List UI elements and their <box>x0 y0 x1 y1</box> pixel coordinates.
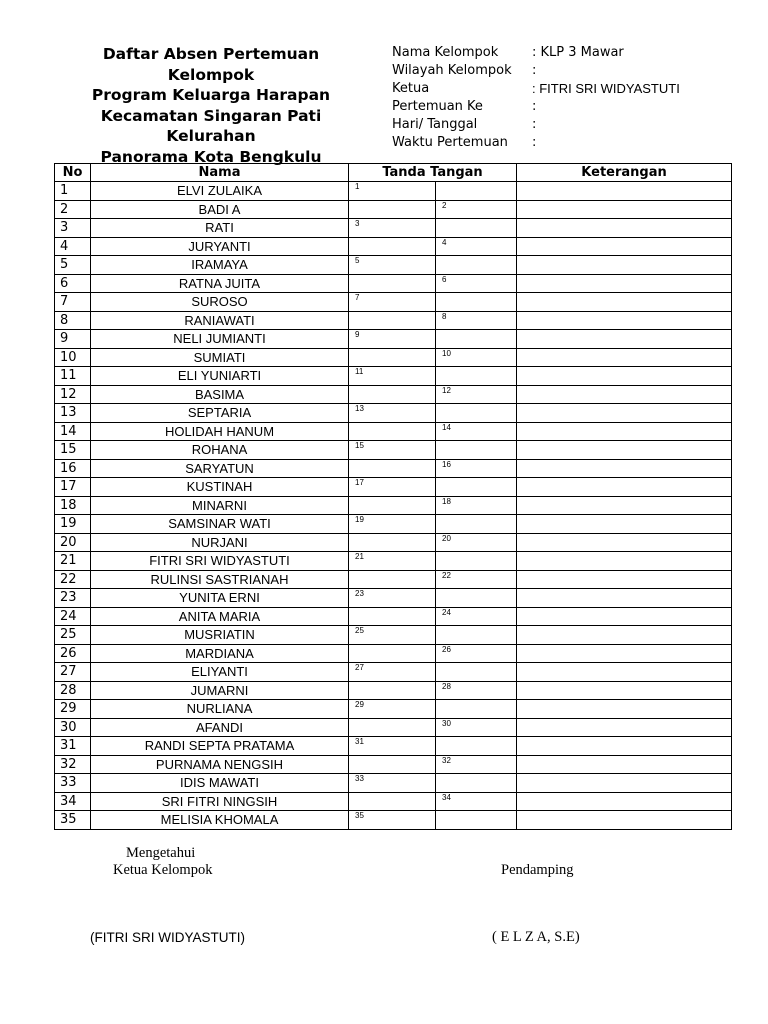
signature-cell-left[interactable] <box>349 441 436 460</box>
signature-cell-right[interactable] <box>436 330 517 349</box>
signature-number: 30 <box>442 718 451 728</box>
signature-cell-left[interactable] <box>349 681 436 700</box>
remarks-cell[interactable] <box>517 441 732 460</box>
table-row <box>55 385 732 404</box>
member-name: ELIYANTI <box>91 663 349 682</box>
table-row <box>55 700 732 719</box>
member-name: BASIMA <box>91 385 349 404</box>
acknowledged-label: Mengetahui <box>126 845 196 861</box>
table-body <box>55 182 732 830</box>
info-label: Ketua <box>392 81 430 96</box>
signature-cell-left[interactable] <box>349 311 436 330</box>
info-label: Hari/ Tanggal <box>392 117 478 132</box>
signature-number: 18 <box>442 496 451 506</box>
table-row <box>55 552 732 571</box>
header-keterangan: Keterangan <box>517 164 732 182</box>
header-nama: Nama <box>91 164 349 182</box>
member-name: JURYANTI <box>91 237 349 256</box>
signature-number: 32 <box>442 755 451 765</box>
group-leader-label: Ketua Kelompok <box>113 862 213 878</box>
row-number: 4 <box>55 237 91 256</box>
member-name: PURNAMA NENGSIH <box>91 755 349 774</box>
member-name: RULINSI SASTRIANAH <box>91 570 349 589</box>
signature-number: 23 <box>355 589 364 598</box>
remarks-cell[interactable] <box>517 459 732 478</box>
remarks-cell[interactable] <box>517 626 732 645</box>
signature-number: 15 <box>355 441 364 450</box>
signature-number: 8 <box>442 311 447 321</box>
title-line-2: Program Keluarga Harapan <box>91 86 331 104</box>
signature-number: 26 <box>442 644 451 654</box>
signature-cell-right[interactable] <box>436 200 517 219</box>
row-number: 24 <box>55 607 91 626</box>
signature-number: 1 <box>355 182 360 191</box>
signature-cell-left[interactable] <box>349 478 436 497</box>
signature-number: 31 <box>355 737 364 746</box>
remarks-cell[interactable] <box>517 311 732 330</box>
table-header-row <box>55 164 732 182</box>
member-name: SUMIATI <box>91 348 349 367</box>
signature-number: 34 <box>442 792 451 802</box>
title-line-1: Daftar Absen Pertemuan Kelompok <box>102 45 320 84</box>
row-number: 26 <box>55 644 91 663</box>
signature-number: 5 <box>355 256 360 265</box>
signature-number: 6 <box>442 274 447 284</box>
remarks-cell[interactable] <box>517 404 732 423</box>
remarks-cell[interactable] <box>517 552 732 571</box>
signature-cell-right[interactable] <box>436 718 517 737</box>
remarks-cell[interactable] <box>517 644 732 663</box>
row-number: 30 <box>55 718 91 737</box>
signature-cell-left[interactable] <box>349 552 436 571</box>
signature-cell-left[interactable] <box>349 774 436 793</box>
row-number: 6 <box>55 274 91 293</box>
signature-cell-right[interactable] <box>436 811 517 830</box>
signature-cell-right[interactable] <box>436 459 517 478</box>
member-name: ANITA MARIA <box>91 607 349 626</box>
signature-number: 12 <box>442 385 451 395</box>
table-row <box>55 256 732 275</box>
table-row <box>55 755 732 774</box>
signature-cell-left[interactable] <box>349 570 436 589</box>
title-line-3: Kecamatan Singaran Pati Kelurahan <box>100 106 322 145</box>
signature-cell-right[interactable] <box>436 311 517 330</box>
info-row <box>392 98 680 116</box>
remarks-cell[interactable] <box>517 774 732 793</box>
row-number: 28 <box>55 681 91 700</box>
signature-cell-left[interactable] <box>349 330 436 349</box>
signature-cell-right[interactable] <box>436 367 517 386</box>
info-row <box>392 116 680 134</box>
signature-cell-left[interactable] <box>349 256 436 275</box>
remarks-cell[interactable] <box>517 607 732 626</box>
table-row <box>55 663 732 682</box>
info-label: Nama Kelompok <box>392 45 499 60</box>
row-number: 13 <box>55 404 91 423</box>
row-number: 16 <box>55 459 91 478</box>
info-row <box>392 62 680 80</box>
member-name: RANDI SEPTA PRATAMA <box>91 737 349 756</box>
signature-cell-left[interactable] <box>349 182 436 201</box>
signature-cell-left[interactable] <box>349 589 436 608</box>
remarks-cell[interactable] <box>517 663 732 682</box>
signature-cell-right[interactable] <box>436 274 517 293</box>
member-name: MELISIA KHOMALA <box>91 811 349 830</box>
remarks-cell[interactable] <box>517 422 732 441</box>
remarks-cell[interactable] <box>517 200 732 219</box>
member-name: BADI A <box>91 200 349 219</box>
row-number: 32 <box>55 755 91 774</box>
header-tanda-tangan: Tanda Tangan <box>349 164 517 182</box>
signature-cell-right[interactable] <box>436 496 517 515</box>
table-row <box>55 811 732 830</box>
info-label: Pertemuan Ke <box>392 99 483 114</box>
row-number: 10 <box>55 348 91 367</box>
signature-cell-right[interactable] <box>436 404 517 423</box>
member-name: SEPTARIA <box>91 404 349 423</box>
signature-cell-right[interactable] <box>436 219 517 238</box>
title-line-4: Panorama Kota Bengkulu <box>100 147 322 166</box>
document-title <box>58 44 364 167</box>
member-name: SRI FITRI NINGSIH <box>91 792 349 811</box>
row-number: 19 <box>55 515 91 534</box>
attendance-table <box>54 163 732 830</box>
row-number: 11 <box>55 367 91 386</box>
signature-cell-left[interactable] <box>349 626 436 645</box>
signature-number: 25 <box>355 626 364 635</box>
facilitator-name: ( E L Z A, S.E) <box>492 929 580 945</box>
signature-number: 10 <box>442 348 451 358</box>
info-value: : <box>532 63 537 78</box>
table-row <box>55 589 732 608</box>
member-name: NELI JUMIANTI <box>91 330 349 349</box>
info-label: Waktu Pertemuan <box>392 135 508 150</box>
signature-number: 7 <box>355 293 360 302</box>
signature-number: 17 <box>355 478 364 487</box>
member-name: MARDIANA <box>91 644 349 663</box>
row-number: 22 <box>55 570 91 589</box>
signature-number: 22 <box>442 570 451 580</box>
signature-number: 13 <box>355 404 364 413</box>
remarks-cell[interactable] <box>517 348 732 367</box>
signature-number: 24 <box>442 607 451 617</box>
signature-number: 35 <box>355 811 364 820</box>
signature-cell-left[interactable] <box>349 496 436 515</box>
signature-cell-right[interactable] <box>436 515 517 534</box>
info-row <box>392 134 680 152</box>
signature-cell-right[interactable] <box>436 533 517 552</box>
signature-cell-right[interactable] <box>436 441 517 460</box>
signature-cell-right[interactable] <box>436 237 517 256</box>
remarks-cell[interactable] <box>517 755 732 774</box>
member-name: ELI YUNIARTI <box>91 367 349 386</box>
header-no: No <box>55 164 91 182</box>
table-row <box>55 274 732 293</box>
table-row <box>55 626 732 645</box>
info-row <box>392 44 680 62</box>
signature-cell-left[interactable] <box>349 422 436 441</box>
signature-cell-right[interactable] <box>436 348 517 367</box>
row-number: 2 <box>55 200 91 219</box>
table-row <box>55 644 732 663</box>
table-row <box>55 533 732 552</box>
remarks-cell[interactable] <box>517 385 732 404</box>
table-row <box>55 422 732 441</box>
table-row <box>55 774 732 793</box>
table-row <box>55 367 732 386</box>
table-row <box>55 792 732 811</box>
member-name: ELVI ZULAIKA <box>91 182 349 201</box>
signature-number: 21 <box>355 552 364 561</box>
signature-number: 20 <box>442 533 451 543</box>
member-name: JUMARNI <box>91 681 349 700</box>
member-name: SARYATUN <box>91 459 349 478</box>
row-number: 29 <box>55 700 91 719</box>
row-number: 34 <box>55 792 91 811</box>
remarks-cell[interactable] <box>517 367 732 386</box>
signature-cell-left[interactable] <box>349 515 436 534</box>
member-name: KUSTINAH <box>91 478 349 497</box>
row-number: 3 <box>55 219 91 238</box>
remarks-cell[interactable] <box>517 293 732 312</box>
signature-cell-left[interactable] <box>349 811 436 830</box>
remarks-cell[interactable] <box>517 811 732 830</box>
table-row <box>55 219 732 238</box>
member-name: HOLIDAH HANUM <box>91 422 349 441</box>
row-number: 1 <box>55 182 91 201</box>
signature-number: 33 <box>355 774 364 783</box>
member-name: NURLIANA <box>91 700 349 719</box>
remarks-cell[interactable] <box>517 533 732 552</box>
table-row <box>55 459 732 478</box>
group-info <box>392 44 680 152</box>
signature-cell-left[interactable] <box>349 700 436 719</box>
signature-cell-left[interactable] <box>349 459 436 478</box>
row-number: 18 <box>55 496 91 515</box>
member-name: MUSRIATIN <box>91 626 349 645</box>
row-number: 20 <box>55 533 91 552</box>
row-number: 25 <box>55 626 91 645</box>
signature-cell-left[interactable] <box>349 404 436 423</box>
row-number: 35 <box>55 811 91 830</box>
signature-cell-left[interactable] <box>349 644 436 663</box>
signature-cell-right[interactable] <box>436 422 517 441</box>
info-value: : <box>532 99 537 114</box>
remarks-cell[interactable] <box>517 570 732 589</box>
signature-cell-left[interactable] <box>349 348 436 367</box>
signature-cell-right[interactable] <box>436 663 517 682</box>
signature-cell-right[interactable] <box>436 256 517 275</box>
signature-cell-right[interactable] <box>436 792 517 811</box>
member-name: AFANDI <box>91 718 349 737</box>
row-number: 23 <box>55 589 91 608</box>
member-name: SAMSINAR WATI <box>91 515 349 534</box>
info-value: : FITRI SRI WIDYASTUTI <box>532 81 680 96</box>
signature-cell-left[interactable] <box>349 293 436 312</box>
table-row <box>55 330 732 349</box>
table-row <box>55 718 732 737</box>
row-number: 27 <box>55 663 91 682</box>
signature-cell-right[interactable] <box>436 700 517 719</box>
table-row <box>55 441 732 460</box>
signature-cell-right[interactable] <box>436 737 517 756</box>
member-name: MINARNI <box>91 496 349 515</box>
member-name: YUNITA ERNI <box>91 589 349 608</box>
signature-cell-right[interactable] <box>436 182 517 201</box>
table-row <box>55 404 732 423</box>
table-row <box>55 570 732 589</box>
member-name: IDIS MAWATI <box>91 774 349 793</box>
remarks-cell[interactable] <box>517 274 732 293</box>
member-name: FITRI SRI WIDYASTUTI <box>91 552 349 571</box>
row-number: 33 <box>55 774 91 793</box>
signature-cell-right[interactable] <box>436 570 517 589</box>
member-name: SUROSO <box>91 293 349 312</box>
group-leader-name: (FITRI SRI WIDYASTUTI) <box>90 930 245 945</box>
signature-cell-left[interactable] <box>349 737 436 756</box>
signature-number: 9 <box>355 330 360 339</box>
table-row <box>55 348 732 367</box>
remarks-cell[interactable] <box>517 496 732 515</box>
signature-cell-right[interactable] <box>436 478 517 497</box>
signature-cell-left[interactable] <box>349 219 436 238</box>
row-number: 5 <box>55 256 91 275</box>
signature-cell-left[interactable] <box>349 274 436 293</box>
table-row <box>55 293 732 312</box>
remarks-cell[interactable] <box>517 256 732 275</box>
remarks-cell[interactable] <box>517 589 732 608</box>
row-number: 7 <box>55 293 91 312</box>
member-name: RANIAWATI <box>91 311 349 330</box>
table-row <box>55 182 732 201</box>
remarks-cell[interactable] <box>517 219 732 238</box>
signature-cell-left[interactable] <box>349 367 436 386</box>
signature-cell-right[interactable] <box>436 589 517 608</box>
signature-cell-right[interactable] <box>436 681 517 700</box>
signature-cell-right[interactable] <box>436 293 517 312</box>
remarks-cell[interactable] <box>517 681 732 700</box>
signature-cell-left[interactable] <box>349 237 436 256</box>
table-row <box>55 496 732 515</box>
signature-cell-right[interactable] <box>436 607 517 626</box>
signature-cell-left[interactable] <box>349 755 436 774</box>
signature-cell-right[interactable] <box>436 755 517 774</box>
signature-cell-right[interactable] <box>436 644 517 663</box>
signature-cell-left[interactable] <box>349 200 436 219</box>
row-number: 9 <box>55 330 91 349</box>
member-name: RATI <box>91 219 349 238</box>
signature-number: 27 <box>355 663 364 672</box>
remarks-cell[interactable] <box>517 700 732 719</box>
row-number: 21 <box>55 552 91 571</box>
member-name: ROHANA <box>91 441 349 460</box>
remarks-cell[interactable] <box>517 515 732 534</box>
signature-cell-left[interactable] <box>349 533 436 552</box>
signature-number: 29 <box>355 700 364 709</box>
row-number: 31 <box>55 737 91 756</box>
signature-cell-right[interactable] <box>436 385 517 404</box>
signature-cell-left[interactable] <box>349 663 436 682</box>
table-row <box>55 200 732 219</box>
table-row <box>55 478 732 497</box>
signature-cell-left[interactable] <box>349 718 436 737</box>
signature-number: 11 <box>355 367 364 376</box>
table-row <box>55 607 732 626</box>
signature-cell-left[interactable] <box>349 385 436 404</box>
signature-cell-right[interactable] <box>436 774 517 793</box>
info-row <box>392 80 680 98</box>
remarks-cell[interactable] <box>517 737 732 756</box>
info-value: : <box>532 135 537 150</box>
signature-number: 4 <box>442 237 447 247</box>
signature-number: 16 <box>442 459 451 469</box>
row-number: 15 <box>55 441 91 460</box>
table-row <box>55 237 732 256</box>
remarks-cell[interactable] <box>517 478 732 497</box>
table-row <box>55 681 732 700</box>
signature-cell-right[interactable] <box>436 626 517 645</box>
remarks-cell[interactable] <box>517 330 732 349</box>
info-label: Wilayah Kelompok <box>392 63 512 78</box>
table-row <box>55 311 732 330</box>
signature-number: 19 <box>355 515 364 524</box>
row-number: 8 <box>55 311 91 330</box>
member-name: RATNA JUITA <box>91 274 349 293</box>
table-row <box>55 737 732 756</box>
signature-cell-right[interactable] <box>436 552 517 571</box>
table-row <box>55 515 732 534</box>
info-value: : KLP 3 Mawar <box>532 45 624 60</box>
remarks-cell[interactable] <box>517 182 732 201</box>
member-name: NURJANI <box>91 533 349 552</box>
signature-number: 28 <box>442 681 451 691</box>
remarks-cell[interactable] <box>517 237 732 256</box>
remarks-cell[interactable] <box>517 792 732 811</box>
info-value: : <box>532 117 537 132</box>
row-number: 14 <box>55 422 91 441</box>
remarks-cell[interactable] <box>517 718 732 737</box>
signature-cell-left[interactable] <box>349 792 436 811</box>
signature-number: 14 <box>442 422 451 432</box>
signature-number: 2 <box>442 200 447 210</box>
row-number: 17 <box>55 478 91 497</box>
facilitator-label: Pendamping <box>501 862 574 878</box>
member-name: IRAMAYA <box>91 256 349 275</box>
row-number: 12 <box>55 385 91 404</box>
signature-number: 3 <box>355 219 360 228</box>
signature-cell-left[interactable] <box>349 607 436 626</box>
